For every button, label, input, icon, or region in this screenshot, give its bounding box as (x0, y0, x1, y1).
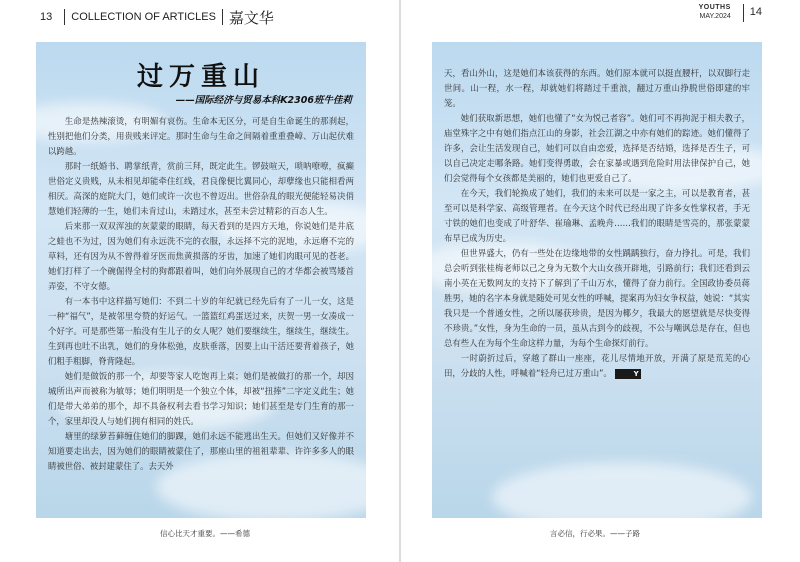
paragraph: 塘里的绿萝苔藓缠住她们的脚踝，她们永远不能逃出生天。但她们又好像并不知道要走出去，因为她们的眼睛被蒙住了，那座山里的祖祖辈辈、许许多多人的眼睛被世俗、被封建蒙住了。去天外 (48, 431, 354, 471)
closing-text: 一时蔚折过后，穿越了群山一座座，花儿尽情地开放，开满了原是荒芜的心田，分歧的人性，呼喊着“轻舟已过万重山”。 (444, 353, 750, 378)
paragraph: 但世界盛大，仍有一些处在边缘地带的女性踽踽独行，奋力挣扎。可是，我们总会听到张桂梅老师以己之身为无数个大山女孩开辟地，引路前行；我们还看到云南小英在无数网友的支持下了解到了千山万水，懂得了奋力前行。全国政协委员蒋胜男，她的名字本身就是随处可见女性的呼喊，提案再为妇女争权益，她说：“其实我只是一个普通女性，之所以屡获珍贵，是因为椰夕，我最大的愿望就是尽快变得不珍贵。”女性，身为生命的一员，虽从古到今的歧视，不公与嘲讽总是存在，但也总有些人在为每个生命这样力量，为每个生命探灯前行。 (444, 248, 750, 348)
section-name: 嘉文华 (228, 8, 274, 27)
right-page (400, 0, 800, 562)
article-byline: ——国际经济与贸易本科K2306班牛佳莉 (175, 95, 352, 106)
page-number-left: 13 (40, 11, 53, 23)
left-article-body (48, 114, 354, 474)
right-article-body (444, 66, 750, 381)
end-mark: Y (615, 369, 641, 379)
paragraph: 在今天，我们轮换成了她们，我们的未来可以是一家之主，可以是教育者，甚至可以是科学家、高级管理者。在今天这个时代已经出现了许多女性掌权者，手无寸铁的她们也变成了叶舒华、崔瑜琳、孟晚舟……我们的眼睛是雪亮的，那张蒙蒙布早已成为历史。 (444, 188, 750, 243)
magazine-logo (699, 4, 731, 20)
article-title: 过万重山 (136, 62, 265, 92)
brand-name: YOUTHS (698, 4, 731, 11)
paragraph (444, 351, 750, 381)
issue-date: MAY.2024 (699, 13, 731, 20)
footer-quote-left: 信心比天才重要。——希德 (160, 529, 250, 538)
paragraph: 后来那一双双浑浊的灰蒙蒙的眼睛，每天看到的是四方天地，你说她们是井底之蛙也不为过，因为她们有永远洗不完的衣服，永远择不完的泥地，永远磨不完的草料，还有因为从不曾得着牙医而焦黄损落的牙齿，加速了她们肉眼可见的苍老。她们打样了一个碗倔得全村的狗都跟着叫，她们向外展现自己的才华都会被骂矮首弄姿，不守女德。 (48, 221, 354, 291)
paragraph: 有一本书中这样描写她们：不到二十岁的年纪就已经先后有了一儿一女，这是一种“福气”，是被邻里夸赞的好运气。一篮篮红鸡蛋送过来，庆贺一男一女凑成一个好字。可是那些第一胎没有生儿子的女人呢？她们要继续生，继续生，继续生。生到再也吐不出乳，她们的身体松弛，皮肤垂落，因要上山干活还要背着孩子，她们粗手粗脚，脊背隆起。 (48, 296, 354, 366)
paragraph: 生命是热辣滚烫，有明媚有哀伤。生命本无区分，可是自生命诞生的那刹起，性别把他们分类，用贵贱来评定。那时生命与生命之间隔着重重叠嶂、万山起伏难以跨越。 (48, 116, 354, 156)
header-divider (64, 9, 65, 25)
paragraph: 那时一纸婚书、聘掌纸青，赏前三拜，既定此生。锣鼓喧天，唢呐嘹嘹，疯癫世俗定义贵贱，从未相见却能牵住红线，君良像便比翼同心，却孽缘也只能相看两相厌。高深的庭院大门，她们或许一次也不曾迈出。世俗杂乱的眼光便能轻易决俏慧她们轻薄的一生，她们未肯过山，未踏过水，甚至未尝过精彩的百态人生。 (48, 161, 354, 216)
paragraph: 天，看山外山，这是她们本该获得的东西。她们原本就可以挺直腰杆，以双脚行走世间。山一程，水一程，却就她们将踏过千重浪，翻过万重山挣脱世俗即建的牢笼。 (444, 68, 750, 108)
footer-quote-right: 言必信，行必果。——子路 (550, 529, 640, 538)
left-header (40, 6, 274, 28)
header-divider (222, 9, 223, 25)
left-article-panel (36, 42, 366, 518)
header-title: COLLECTION OF ARTICLES (71, 11, 216, 23)
paragraph: 她们获取新思想，她们也懂了“女为悦己者容”。她们可不再拘泥于相夫教子，庙堂殊字之中有她们指点江山的身影，社会江湖之中亦有她们的踪迹。她们懂得了许多，会让生活发现自己，她们可以自由恋爱，选择是否结婚，选择是否生子，可以自己决定走哪条路。她们变得勇敢，会在家暴或遇到危险时用法律保护自己，她们会觉得每个女孩都是美丽的，她们也更爱自己了。 (444, 113, 750, 183)
paragraph: 她们是做饭的那一个，却要等家人吃饱再上桌；她们是被做打的那一个，却因城所出声而被称为敏辱；她们明明是一个独立个体，却被“扭捧”二字定义此生；她们是带大弟弟的那个，却不具备权利去看书学习知识；她们甚至是专门生育的那一个，家里却没人与她们拥有相同的姓氏。 (48, 371, 354, 426)
right-article-panel (432, 42, 762, 518)
page-number-right: 14 (749, 6, 762, 18)
cloud-decoration (492, 462, 752, 518)
header-divider (743, 4, 744, 22)
right-header (699, 4, 762, 22)
